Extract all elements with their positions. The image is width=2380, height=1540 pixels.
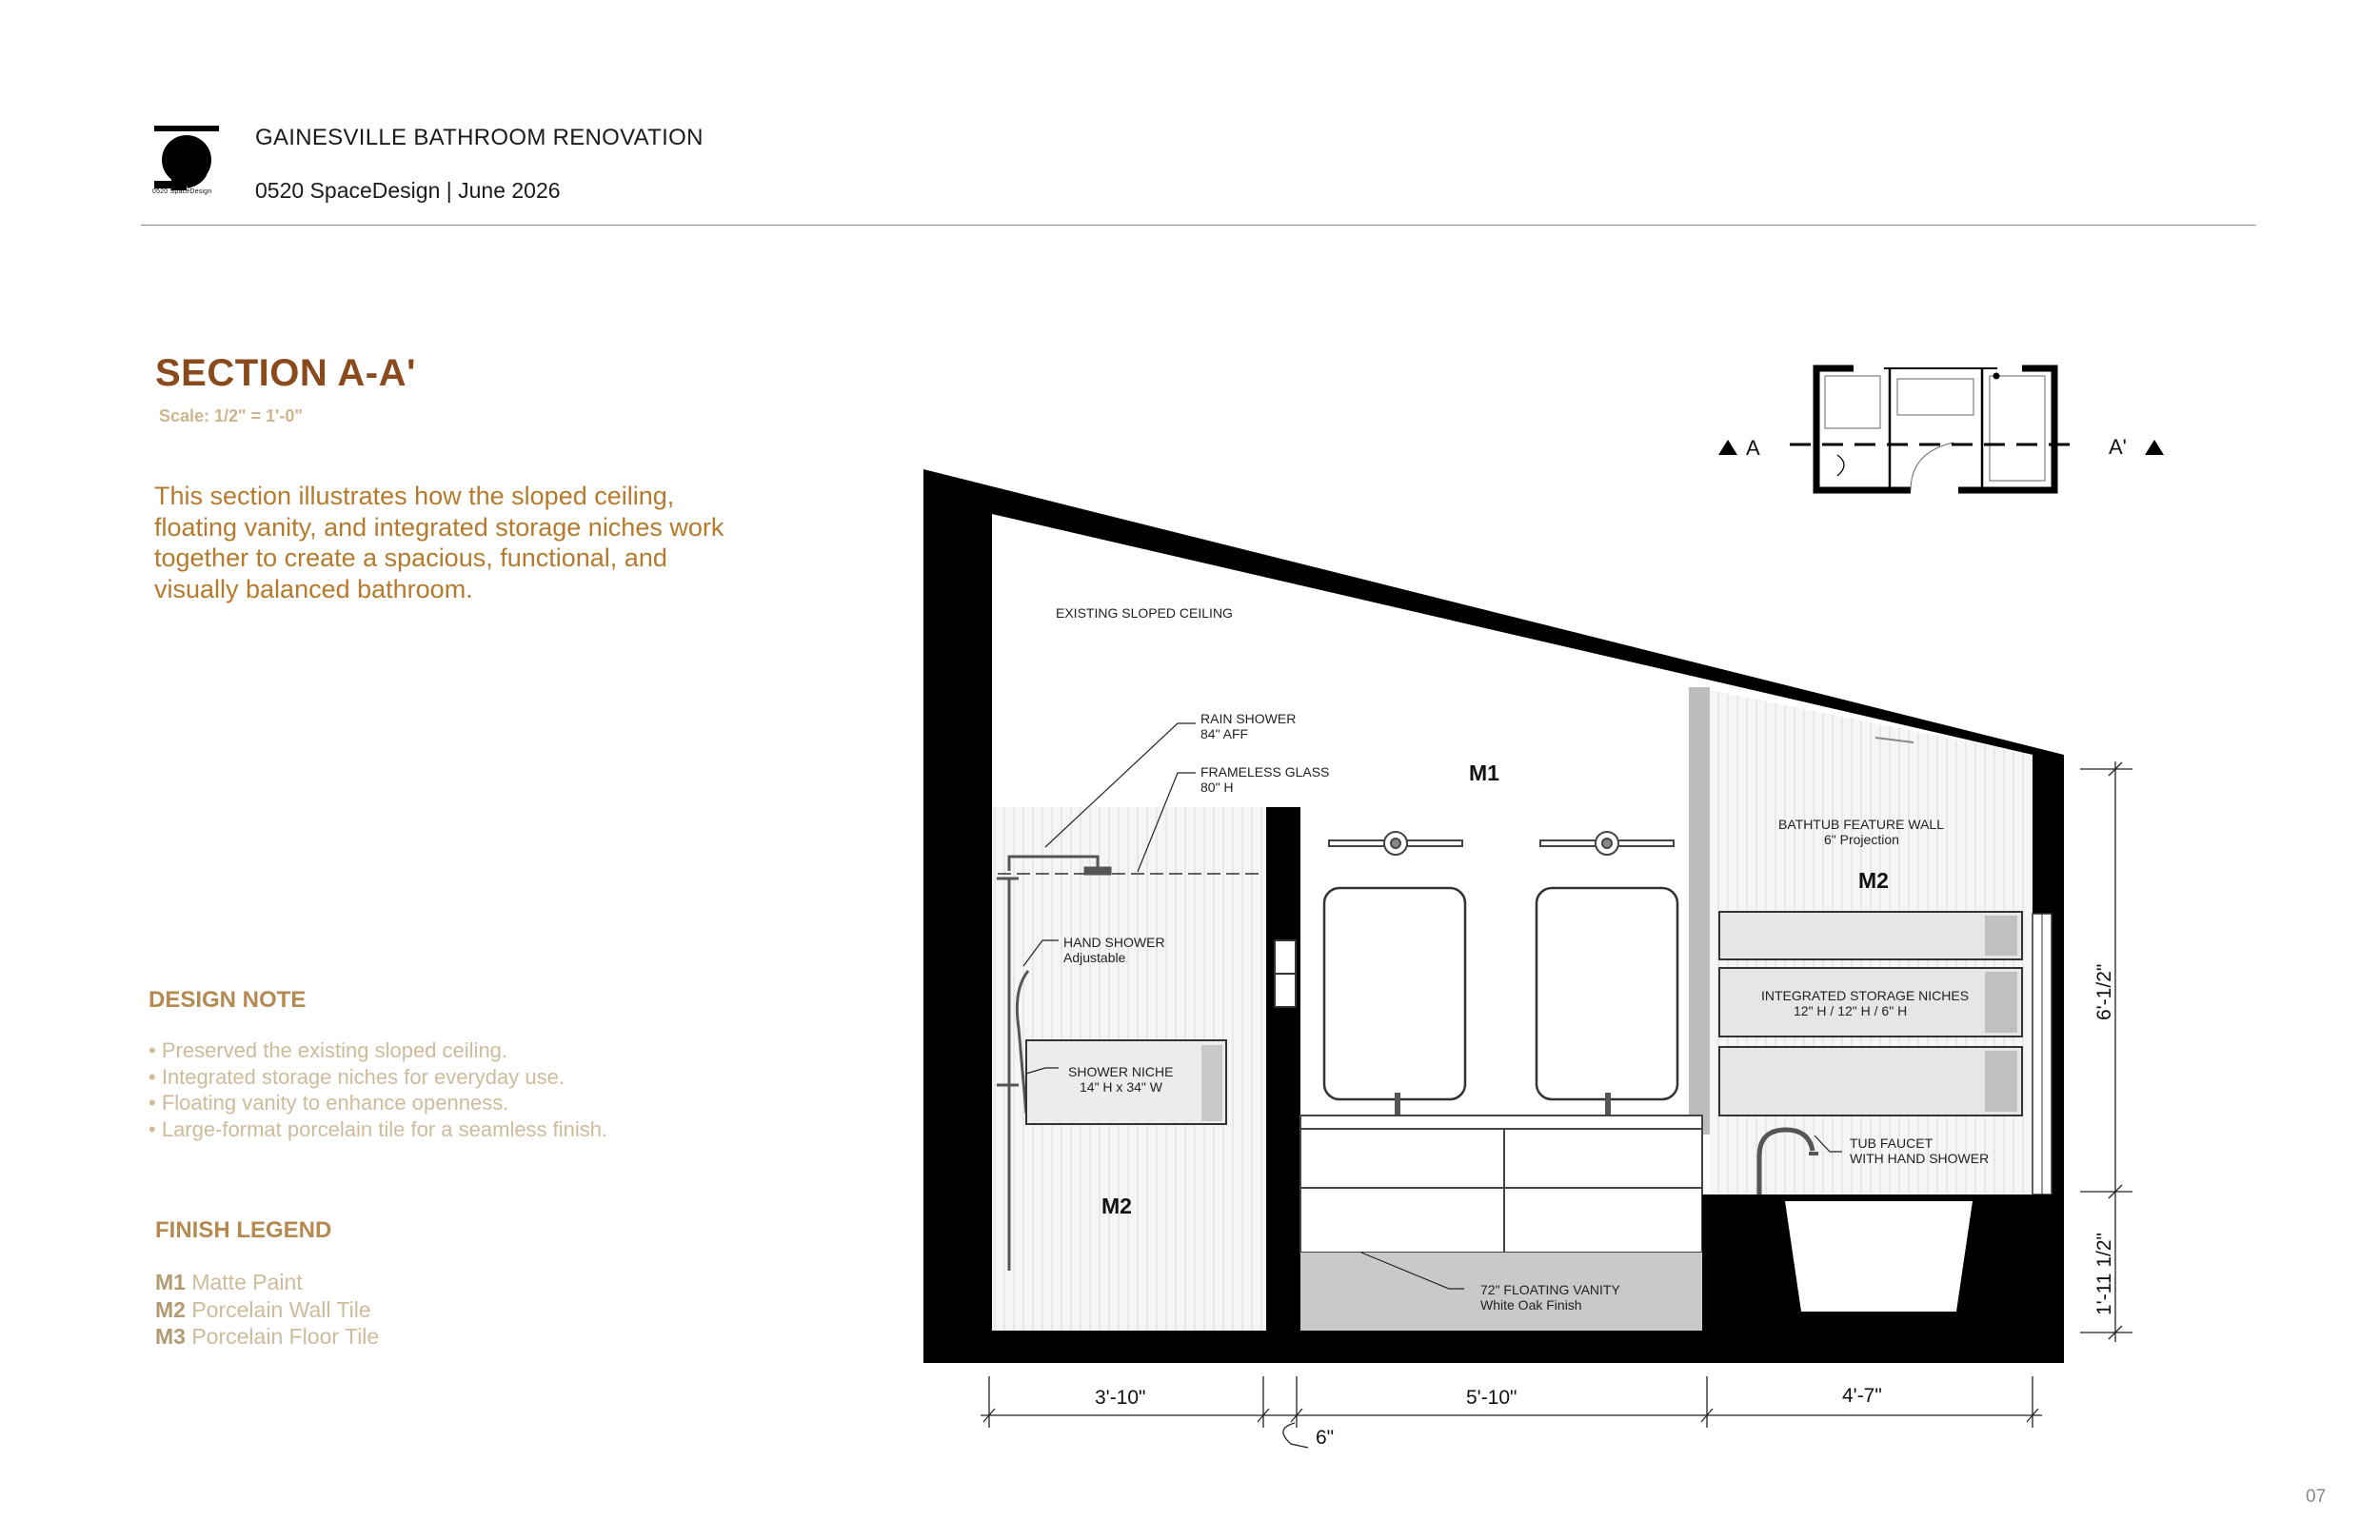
dim-shower-width: 3'-10" (1095, 1387, 1146, 1409)
key-label-left: A (1746, 436, 1760, 460)
dim-vanity-width: 5'-10" (1466, 1387, 1517, 1409)
floating-vanity (1300, 1116, 1702, 1253)
dim-lower-height: 1'-11 1/2" (2093, 1233, 2115, 1315)
logo-caption: 0520 SpaceDesign (152, 188, 212, 195)
dim-upper-height: 6'-1/2" (2093, 963, 2115, 1020)
shower-niche-shade (1201, 1045, 1222, 1121)
label-ceiling: EXISTING SLOPED CEILING (1056, 605, 1233, 621)
label-feature-wall: BATHTUB FEATURE WALL (1778, 817, 1944, 832)
legend-name: Matte Paint (191, 1270, 303, 1294)
section-description: This section illustrates how the sloped ceiling, floating vanity, and integrated storage niches work together to create a spacious, functional, and visually balanced bathroom. (154, 482, 724, 603)
label-shower-niche: SHOWER NICHE (1068, 1064, 1174, 1079)
label-rain-shower: RAIN SHOWER (1200, 711, 1297, 726)
design-note-item: • Integrated storage niches for everyday use. (149, 1064, 607, 1091)
project-subtitle: 0520 SpaceDesign | June 2026 (255, 178, 561, 203)
label-glass-sub: 80" H (1200, 780, 1234, 795)
material-tag-shower: M2 (1101, 1194, 1132, 1218)
label-tub-faucet-sub: WITH HAND SHOWER (1850, 1151, 1990, 1166)
mirror-right (1537, 888, 1677, 1099)
design-note-item: • Large-format porcelain tile for a seamless finish. (149, 1116, 607, 1143)
storage-niche-1 (1719, 912, 2022, 959)
label-storage-sub: 12" H / 12" H / 6" H (1794, 1003, 1908, 1018)
material-tag-wall: M1 (1469, 760, 1499, 785)
storage-niche-3 (1719, 1047, 2022, 1116)
legend-name: Porcelain Floor Tile (191, 1324, 380, 1349)
label-storage: INTEGRATED STORAGE NICHES (1761, 988, 1970, 1003)
label-tub-faucet: TUB FAUCET (1850, 1135, 1934, 1151)
material-tag-feature: M2 (1858, 868, 1889, 893)
key-arrow-left (1718, 440, 1737, 455)
vanity-wall-stripe (1689, 687, 1710, 1135)
label-feature-wall-sub: 6" Projection (1824, 832, 1899, 847)
legend-code: M1 (155, 1270, 186, 1294)
page-number: 07 (2306, 1487, 2327, 1507)
bathtub (1785, 1201, 1973, 1312)
legend-name: Porcelain Wall Tile (191, 1296, 371, 1322)
label-rain-shower-sub: 84" AFF (1200, 726, 1249, 741)
label-hand-shower-sub: Adjustable (1063, 950, 1126, 965)
label-hand-shower: HAND SHOWER (1063, 935, 1165, 950)
design-note-item: • Preserved the existing sloped ceiling. (149, 1037, 607, 1064)
legend-code: M2 (155, 1296, 186, 1322)
label-glass: FRAMELESS GLASS (1200, 764, 1330, 780)
key-arrow-right (2145, 440, 2164, 455)
label-vanity: 72" FLOATING VANITY (1480, 1282, 1620, 1297)
mirror-left (1324, 888, 1465, 1099)
design-note-item: • Floating vanity to enhance openness. (149, 1090, 607, 1116)
legend-code: M3 (155, 1324, 186, 1349)
label-vanity-sub: White Oak Finish (1480, 1297, 1582, 1313)
finish-legend-heading: FINISH LEGEND (155, 1217, 332, 1243)
key-plan (1790, 368, 2075, 490)
project-title: GAINESVILLE BATHROOM RENOVATION (255, 125, 704, 150)
label-shower-niche-sub: 14" H x 34" W (1080, 1079, 1162, 1095)
dim-tub-width: 4'-7" (1842, 1385, 1882, 1407)
section-scale: Scale: 1/2" = 1'-0" (159, 406, 303, 425)
dim-wall-thickness: 6" (1316, 1427, 1335, 1449)
design-note-heading: DESIGN NOTE (149, 987, 307, 1013)
section-title: SECTION A-A' (155, 352, 417, 394)
shower-partition-wall (1266, 807, 1300, 1331)
key-label-right: A' (2109, 435, 2127, 459)
